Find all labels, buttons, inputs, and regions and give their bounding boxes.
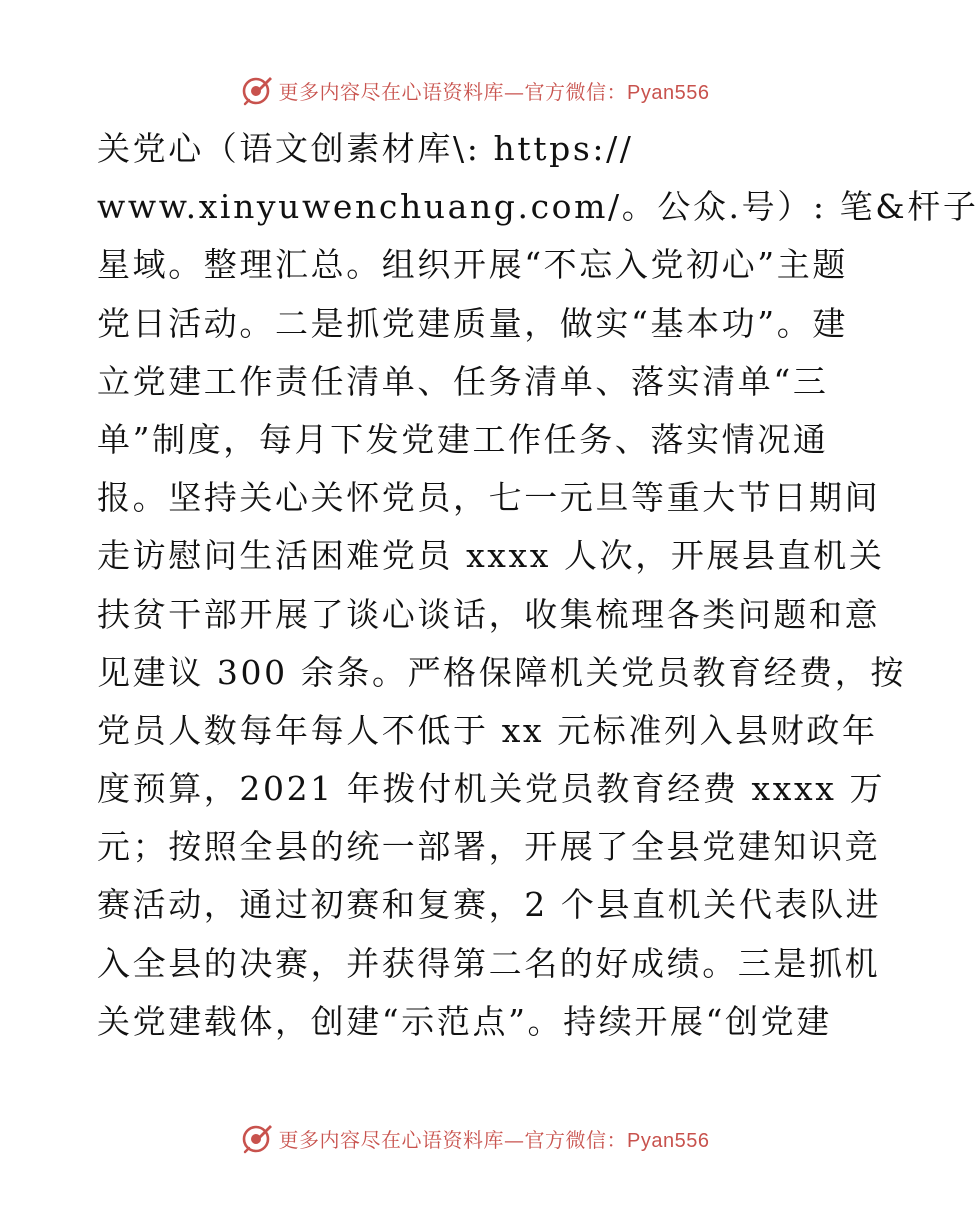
body-line: 走访慰问生活困难党员 xxxx 人次，开展县直机关 bbox=[97, 536, 885, 576]
body-line: 单”制度，每月下发党建工作任务、落实情况通 bbox=[97, 419, 829, 459]
body-line: 元；按照全县的统一部署，开展了全县党建知识竞 bbox=[97, 827, 881, 867]
document-body bbox=[97, 120, 978, 1051]
body-line: 报。坚持关心关怀党员，七一元旦等重大节日期间 bbox=[97, 478, 881, 518]
body-line: 星域。整理汇总。组织开展“不忘入党初心”主题 bbox=[97, 245, 848, 285]
body-line: 入全县的决赛，并获得第二名的好成绩。三是抓机 bbox=[97, 943, 881, 983]
body-line: 关党心（语文创素材库\: https:// bbox=[97, 129, 634, 168]
body-line: 党日活动。二是抓党建质量，做实“基本功”。建 bbox=[97, 303, 848, 343]
footer-wechat-id: Pyan556 bbox=[627, 1129, 710, 1152]
body-line: 党员人数每年每人不低于 xx 元标准列入县财政年 bbox=[97, 710, 878, 750]
body-line: www.xinyuwenchuang.com/。公众.号）: 笔&杆子 bbox=[97, 187, 978, 227]
header-wechat-id: Pyan556 bbox=[627, 81, 710, 104]
quill-logo-icon bbox=[241, 74, 273, 106]
footer-watermark-text: 更多内容尽在心语资料库—官方微信：Pyan556 bbox=[278, 1127, 710, 1152]
body-line: 关党建载体，创建“示范点”。持续开展“创党建 bbox=[97, 1001, 832, 1041]
body-line: 见建议 300 余条。严格保障机关党员教育经费，按 bbox=[97, 652, 906, 692]
body-line: 扶贫干部开展了谈心谈话，收集梳理各类问题和意 bbox=[97, 594, 881, 634]
body-line: 度预算，2021 年拨付机关党员教育经费 xxxx 万 bbox=[97, 769, 886, 809]
body-line: 立党建工作责任清单、任务清单、落实清单“三 bbox=[97, 361, 829, 401]
header-watermark bbox=[0, 74, 950, 106]
quill-logo-icon bbox=[241, 1122, 273, 1154]
body-line: 赛活动，通过初赛和复赛，2 个县直机关代表队进 bbox=[97, 885, 882, 925]
footer-watermark bbox=[0, 1122, 950, 1154]
header-watermark-text: 更多内容尽在心语资料库—官方微信：Pyan556 bbox=[278, 79, 710, 104]
